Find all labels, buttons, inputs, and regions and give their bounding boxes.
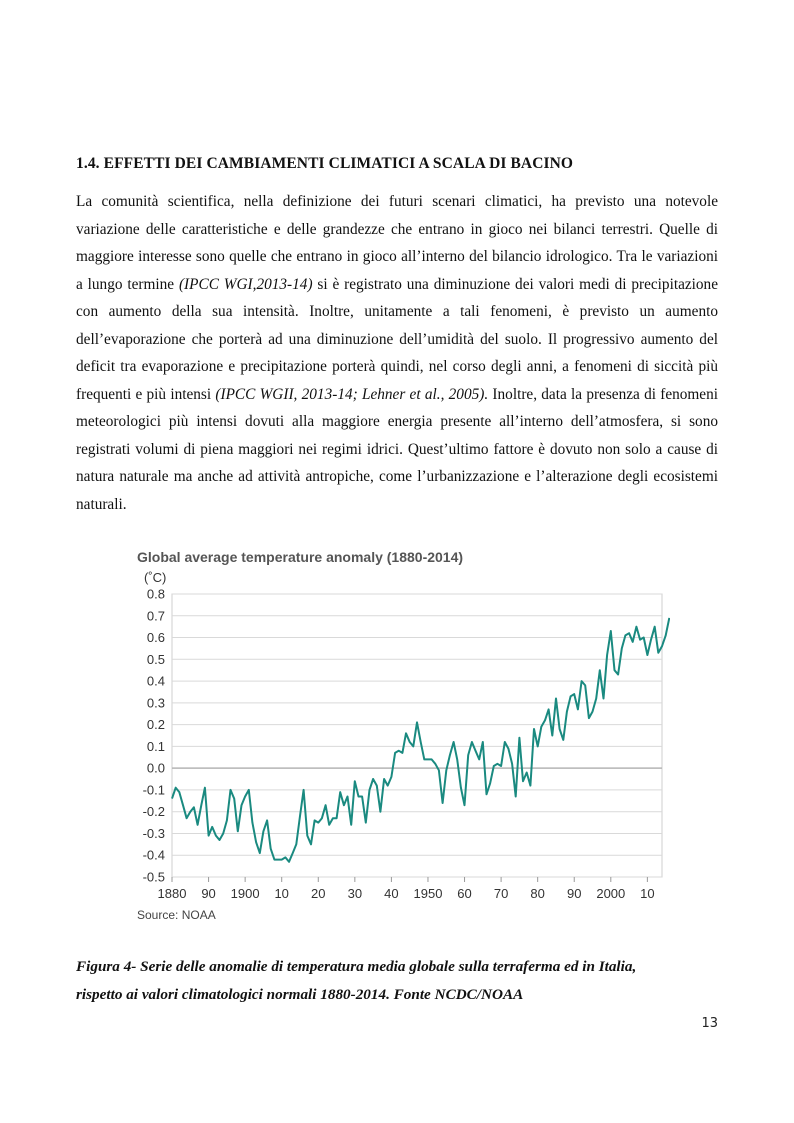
x-tick-label: 70 bbox=[493, 886, 509, 901]
x-tick-label: 90 bbox=[201, 886, 216, 901]
page-number: 13 bbox=[701, 1016, 718, 1031]
x-tick-label: 2000 bbox=[596, 886, 626, 901]
x-tick-label: 10 bbox=[640, 886, 655, 901]
y-tick-label: -0.2 bbox=[142, 804, 165, 820]
y-tick-label: -0.3 bbox=[142, 825, 165, 841]
x-tick-label: 40 bbox=[384, 886, 399, 901]
y-tick-label: 0.5 bbox=[146, 651, 165, 667]
caption-line-2: rispetto ai valori climatologici normali 1880-2014. Fonte NCDC/NOAA bbox=[76, 986, 524, 1003]
chart-source: Source: NOAA bbox=[137, 908, 216, 922]
paragraph-text-3: Inoltre, data la presenza di fenomeni meteorologici più intensi dovuti alla maggiore energia presente all’interno dell’atmosfera, si sono registrati volumi di piena maggiori nei regimi idrici. Quest’ultimo fattore è dovuto non solo a cause di natura naturale ma anche ad attività antropiche, come l’urbanizzazione e l’alterazione degli ecosistemi naturali. bbox=[76, 385, 718, 513]
citation-ipcc-wgii: (IPCC WGII, 2013-14; Lehner et al., 2005). bbox=[215, 385, 489, 403]
body-paragraph bbox=[76, 188, 718, 518]
x-tick-label: 80 bbox=[530, 886, 545, 901]
y-tick-label: -0.5 bbox=[142, 869, 165, 885]
x-tick-labels bbox=[158, 877, 655, 901]
x-tick-label: 1880 bbox=[157, 886, 187, 901]
figure-temperature-anomaly bbox=[130, 542, 670, 927]
y-axis-unit-label: (˚C) bbox=[144, 570, 167, 585]
citation-ipcc-wgi: (IPCC WGI,2013-14) bbox=[178, 275, 313, 293]
y-tick-label: 0.2 bbox=[146, 717, 165, 733]
temperature-anomaly-chart bbox=[130, 542, 670, 927]
y-tick-label: 0.1 bbox=[146, 738, 165, 754]
x-tick-label: 1900 bbox=[230, 886, 260, 901]
caption-line-1: Figura 4- Serie delle anomalie di temperatura media globale sulla terraferma ed in Italia, bbox=[76, 958, 637, 975]
y-tick-label: 0.3 bbox=[146, 695, 165, 711]
series-lines bbox=[172, 618, 669, 862]
x-tick-label: 1950 bbox=[413, 886, 443, 901]
x-tick-label: 30 bbox=[347, 886, 363, 901]
x-tick-label: 90 bbox=[567, 886, 582, 901]
gridlines bbox=[172, 594, 662, 877]
x-tick-label: 60 bbox=[457, 886, 472, 901]
figure-caption bbox=[76, 953, 726, 1009]
y-tick-label: -0.4 bbox=[142, 847, 165, 863]
x-tick-label: 20 bbox=[311, 886, 326, 901]
section-heading: 1.4. EFFETTI DEI CAMBIAMENTI CLIMATICI A SCALA DI BACINO bbox=[76, 155, 574, 172]
plot-frame bbox=[172, 594, 662, 877]
paragraph-text-1: La comunità scientifica, nella definizione dei futuri scenari climatici, ha previsto una notevole variazione delle caratteristiche e delle grandezze che entrano in gioco nei bilanci terrestri. Quelle di maggiore interesse sono quelle che entrano in gioco all’interno del bilancio idrologico. Tra le variazioni a lungo termine bbox=[76, 193, 718, 293]
y-tick-label: -0.1 bbox=[142, 782, 165, 798]
y-tick-label: 0.7 bbox=[146, 608, 165, 624]
y-tick-label: 0.6 bbox=[146, 630, 165, 646]
x-tick-label: 10 bbox=[274, 886, 289, 901]
chart-title: Global average temperature anomaly (1880-2014) bbox=[137, 549, 464, 565]
y-tick-label: 0.4 bbox=[146, 673, 165, 689]
paragraph-text-2: si è registrato una diminuzione dei valori medi di precipitazione con aumento della sua intensità. Inoltre, unitamente a tali fenomeni, è previsto un aumento dell’evaporazione che porterà ad una diminuzione dell’umidità del suolo. Il progressivo aumento del deficit tra evaporazione e precipitazione porterà quindi, nel corso degli anni, a fenomeni di siccità più frequenti e più intensi bbox=[76, 275, 718, 403]
y-tick-labels bbox=[143, 587, 165, 885]
y-tick-label: 0.8 bbox=[146, 586, 165, 602]
y-tick-label: 0.0 bbox=[146, 760, 165, 776]
series-line-temperature-anomaly bbox=[172, 618, 669, 862]
